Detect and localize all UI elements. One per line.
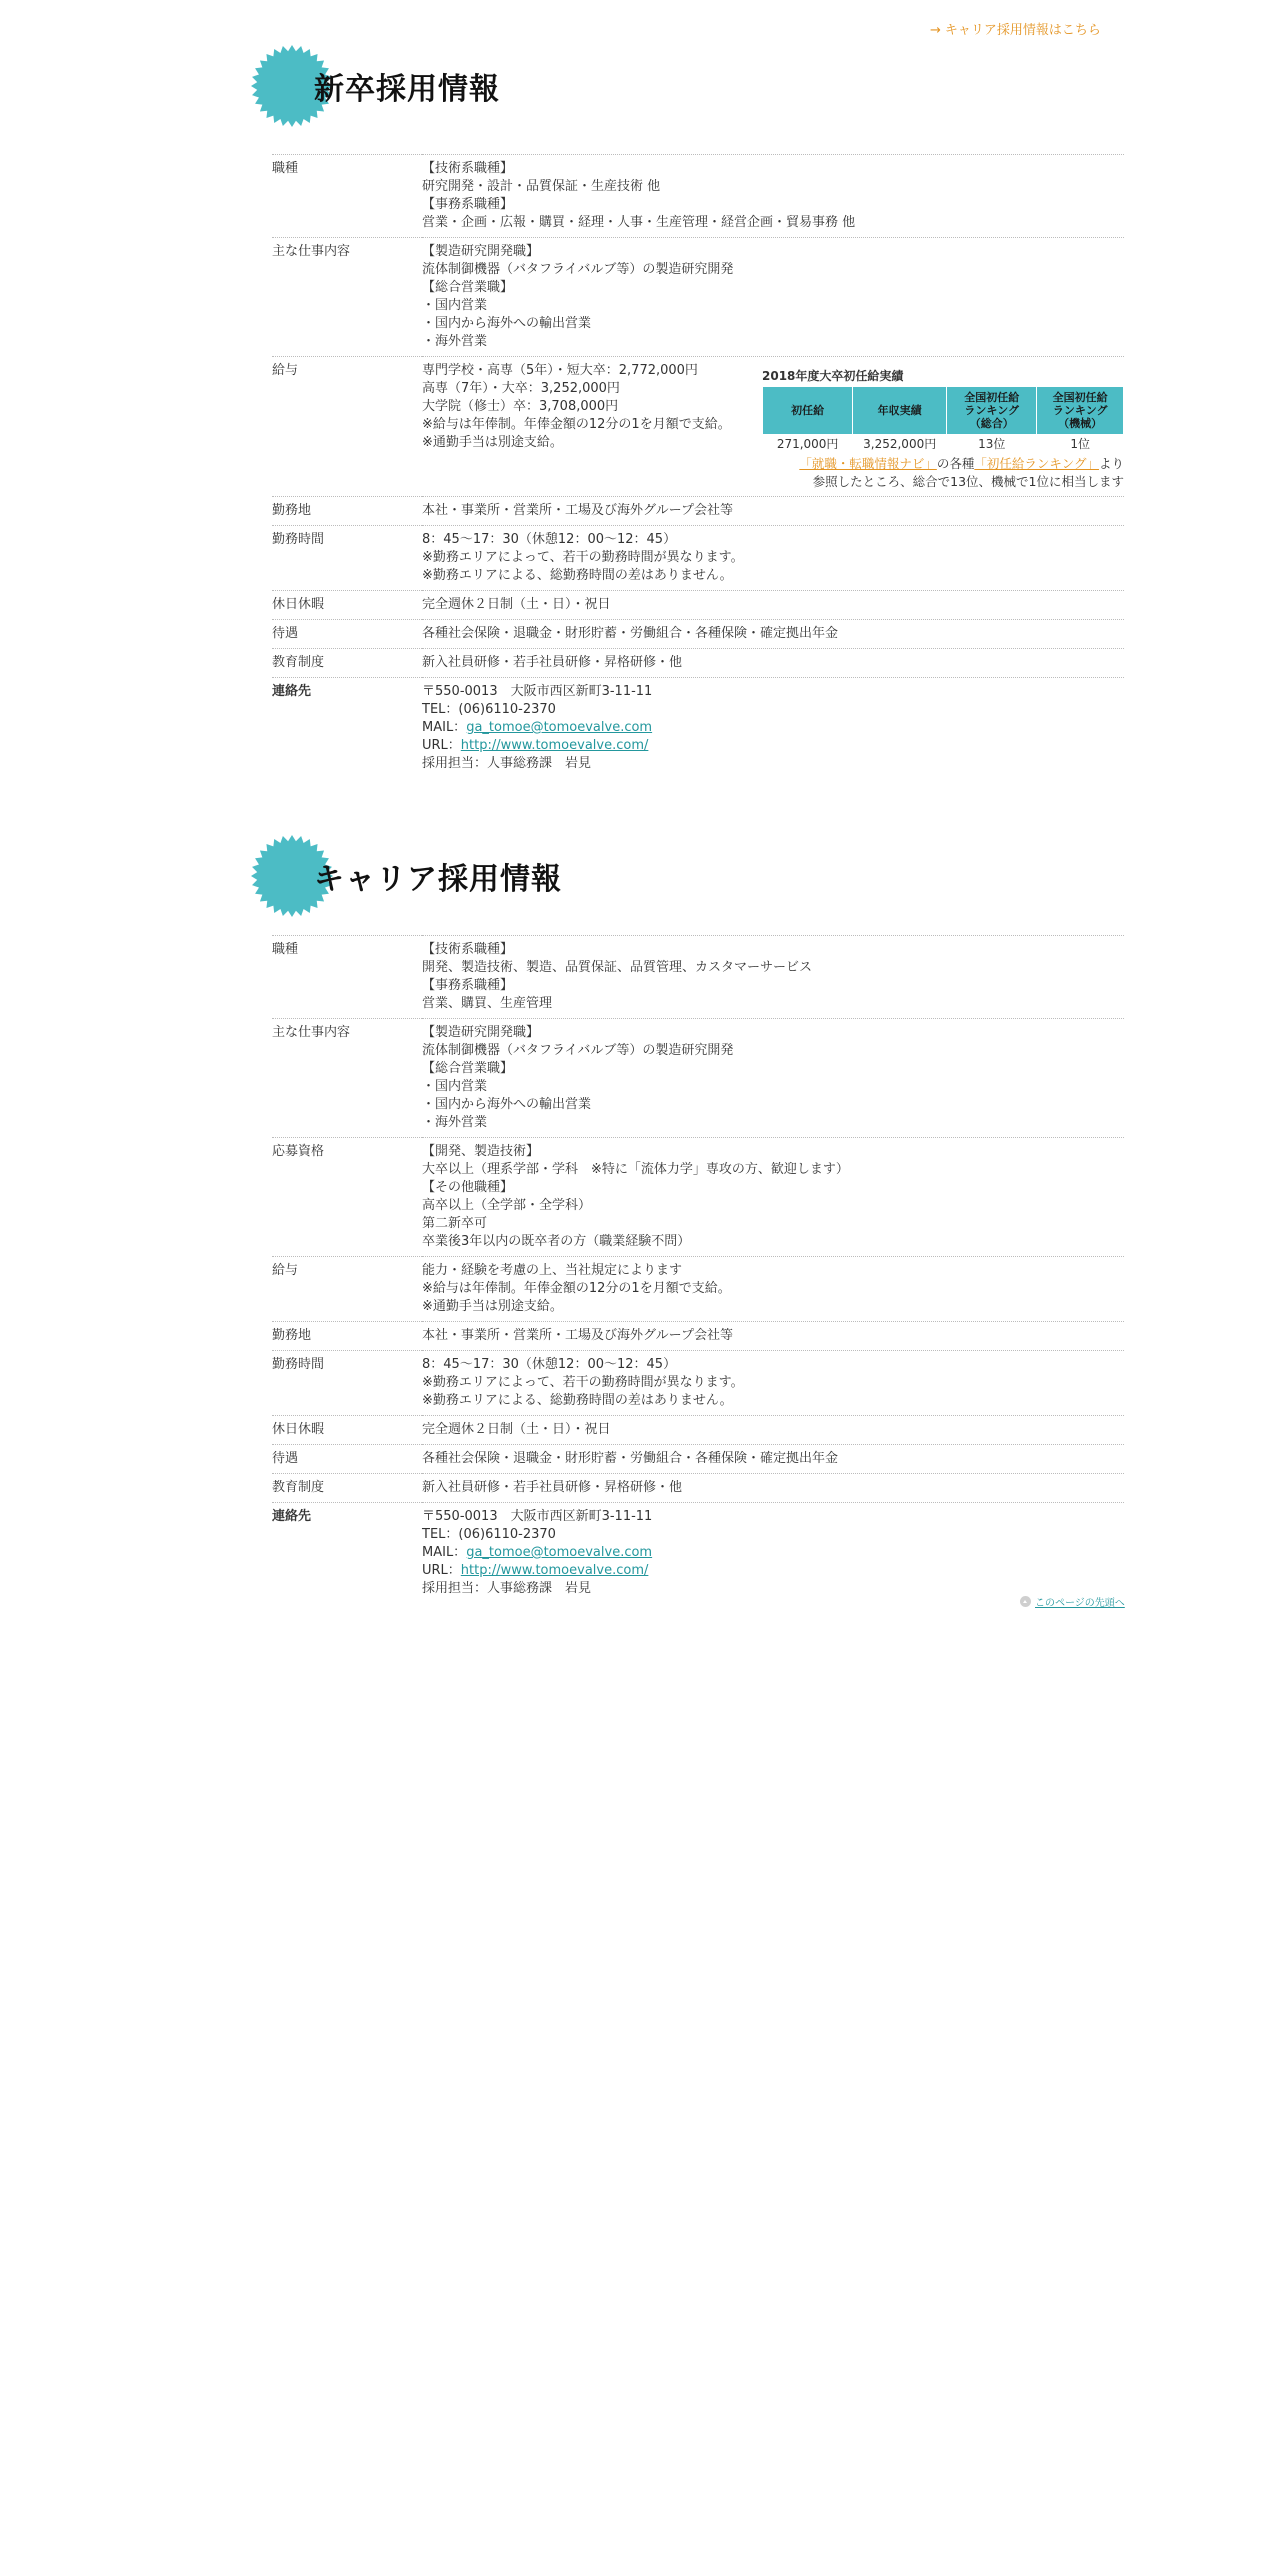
text-line: 【製造研究開発職】	[422, 244, 540, 259]
text-line: 【開発、製造技術】	[422, 1144, 540, 1159]
row-label: 職種	[272, 155, 422, 238]
salary-stats-table	[762, 386, 1124, 453]
row-label: 勤務地	[272, 1322, 422, 1351]
contact-mail	[422, 1544, 1124, 1562]
row-value: 本社・事業所・営業所・工場及び海外グループ会社等	[422, 1322, 1124, 1351]
row-value	[422, 1503, 1124, 1604]
row-label: 勤務時間	[272, 526, 422, 591]
row-value	[422, 1019, 1124, 1138]
stats-value: 3,252,000円	[853, 435, 947, 454]
url-label: URL：	[422, 738, 461, 753]
text-line: ※通勤手当は別途支給。	[422, 435, 563, 450]
text-line: 8：45～17：30（休憩12：00～12：45）	[422, 532, 677, 547]
text-line: ・海外営業	[422, 334, 488, 349]
text-line: ※給与は年俸制。年俸金額の12分の1を月額で支給。	[422, 1281, 731, 1296]
row-value	[422, 1138, 1124, 1257]
contact-address: 〒550-0013 大阪市西区新町3-11-11	[422, 684, 653, 699]
row-label: 待遇	[272, 1445, 422, 1474]
text-line: ・海外営業	[422, 1115, 488, 1130]
text-line: 【事務系職種】	[422, 197, 514, 212]
table-row	[272, 526, 1124, 591]
table-row	[272, 1019, 1124, 1138]
career-table	[272, 935, 1124, 1603]
contact-url	[422, 737, 1124, 755]
row-label: 給与	[272, 1257, 422, 1322]
url-label: URL：	[422, 1563, 461, 1578]
contact-person: 採用担当：人事総務課 岩見	[422, 1581, 592, 1596]
text-line: 【その他職種】	[422, 1180, 514, 1195]
text-line: ※勤務エリアによる、総勤務時間の差はありません。	[422, 568, 733, 583]
row-value	[422, 357, 1124, 497]
career-title: キャリア採用情報	[314, 862, 562, 897]
mail-link[interactable]: ga_tomoe@tomoevalve.com	[466, 720, 653, 735]
new-grad-heading	[250, 44, 500, 128]
text-line: 高卒以上（全学部・全学科）	[422, 1198, 592, 1213]
text-line: 営業・企画・広報・購買・経理・人事・生産管理・経営企画・貿易事務 他	[422, 215, 856, 230]
row-value: 完全週休２日制（土・日）・祝日	[422, 1416, 1124, 1445]
ranking-link[interactable]: 「初任給ランキング」	[974, 456, 1099, 471]
row-value	[422, 155, 1124, 238]
row-label: 連絡先	[272, 1503, 422, 1604]
text-line: 流体制御機器（バタフライバルブ等）の製造研究開発	[422, 1043, 734, 1058]
row-label: 休日休暇	[272, 591, 422, 620]
url-link[interactable]: http://www.tomoevalve.com/	[460, 1563, 649, 1578]
table-row	[272, 1351, 1124, 1416]
contact-person: 採用担当：人事総務課 岩見	[422, 756, 592, 771]
text-line: ・国内から海外への輸出営業	[422, 316, 592, 331]
row-label: 主な仕事内容	[272, 238, 422, 357]
back-to-top	[1020, 1594, 1125, 1609]
text-line: ・国内から海外への輸出営業	[422, 1097, 592, 1112]
row-value: 各種社会保険・退職金・財形貯蓄・労働組合・各種保険・確定拠出年金	[422, 1445, 1124, 1474]
text-line: 【製造研究開発職】	[422, 1025, 540, 1040]
text-line: 8：45～17：30（休憩12：00～12：45）	[422, 1357, 677, 1372]
text-line: 能力・経験を考慮の上、当社規定によります	[422, 1263, 683, 1278]
row-value	[422, 936, 1124, 1019]
text-line: 【総合営業職】	[422, 280, 514, 295]
table-row	[272, 155, 1124, 238]
row-value	[422, 1257, 1124, 1322]
text-line: 流体制御機器（バタフライバルブ等）の製造研究開発	[422, 262, 734, 277]
career-info-link-label: キャリア採用情報はこちら	[944, 23, 1101, 38]
arrow-right-icon: →	[930, 23, 941, 38]
table-row	[272, 591, 1124, 620]
text-line: 【技術系職種】	[422, 161, 514, 176]
table-row	[272, 620, 1124, 649]
text-line: 【総合営業職】	[422, 1061, 514, 1076]
table-row	[272, 238, 1124, 357]
row-label: 勤務時間	[272, 1351, 422, 1416]
text-line: 研究開発・設計・品質保証・生産技術 他	[422, 179, 661, 194]
text-line: ※勤務エリアによる、総勤務時間の差はありません。	[422, 1393, 733, 1408]
table-row	[272, 1322, 1124, 1351]
mail-link[interactable]: ga_tomoe@tomoevalve.com	[466, 1545, 653, 1560]
text-line: ※勤務エリアによって、若干の勤務時間が異なります。	[422, 550, 744, 565]
row-value: 新入社員研修・若手社員研修・昇格研修・他	[422, 1474, 1124, 1503]
back-to-top-link[interactable]: このページの先頭へ	[1035, 1598, 1125, 1609]
stats-header: 年収実績	[853, 387, 947, 435]
row-value: 新入社員研修・若手社員研修・昇格研修・他	[422, 649, 1124, 678]
contact-address: 〒550-0013 大阪市西区新町3-11-11	[422, 1509, 653, 1524]
row-label: 教育制度	[272, 1474, 422, 1503]
stats-caption: 2018年度大卒初任給実績	[762, 369, 904, 383]
text-line: 【技術系職種】	[422, 942, 514, 957]
text-line: 大学院（修士）卒：3,708,000円	[422, 399, 619, 414]
career-info-link[interactable]	[930, 22, 1101, 40]
text-line: 卒業後3年以内の既卒者の方（職業経験不問）	[422, 1234, 691, 1249]
table-row	[272, 497, 1124, 526]
table-row	[272, 1445, 1124, 1474]
row-label: 主な仕事内容	[272, 1019, 422, 1138]
row-value: 各種社会保険・退職金・財形貯蓄・労働組合・各種保険・確定拠出年金	[422, 620, 1124, 649]
stats-header: 初任給	[763, 387, 853, 435]
contact-url	[422, 1562, 1124, 1580]
row-label: 応募資格	[272, 1138, 422, 1257]
text-line: ・国内営業	[422, 298, 488, 313]
row-label: 給与	[272, 357, 422, 497]
row-value: 本社・事業所・営業所・工場及び海外グループ会社等	[422, 497, 1124, 526]
note-text: の各種	[936, 456, 975, 471]
row-label: 連絡先	[272, 678, 422, 779]
table-row	[272, 678, 1124, 779]
mail-label: MAIL：	[422, 1545, 467, 1560]
contact-tel: TEL：(06)6110-2370	[422, 702, 556, 717]
row-label: 職種	[272, 936, 422, 1019]
text-line: 専門学校・高専（5年）・短大卒：2,772,000円	[422, 363, 698, 378]
contact-tel: TEL：(06)6110-2370	[422, 1527, 556, 1542]
row-label: 教育制度	[272, 649, 422, 678]
table-row	[272, 1503, 1124, 1604]
up-arrow-circle-icon	[1020, 1596, 1031, 1607]
text-line: ※給与は年俸制。年俸金額の12分の1を月額で支給。	[422, 417, 731, 432]
row-label: 休日休暇	[272, 1416, 422, 1445]
job-navi-link[interactable]: 「就職・転職情報ナビ」	[799, 456, 937, 471]
table-row	[272, 649, 1124, 678]
row-value	[422, 1351, 1124, 1416]
mail-label: MAIL：	[422, 720, 467, 735]
text-line: ※通勤手当は別途支給。	[422, 1299, 563, 1314]
text-line: 【事務系職種】	[422, 978, 514, 993]
text-line: ・国内営業	[422, 1079, 488, 1094]
text-line: 大卒以上（理系学部・学科 ※特に「流体力学」専攻の方、歓迎します）	[422, 1162, 849, 1177]
table-row	[272, 1474, 1124, 1503]
table-row	[272, 357, 1124, 497]
text-line: 第二新卒可	[422, 1216, 488, 1231]
row-label: 待遇	[272, 620, 422, 649]
text-line: 開発、製造技術、製造、品質保証、品質管理、カスタマーサービス	[422, 960, 813, 975]
salary-note	[762, 455, 1124, 491]
row-value	[422, 678, 1124, 779]
new-grad-title: 新卒採用情報	[314, 72, 500, 107]
table-row	[272, 1416, 1124, 1445]
new-grad-table	[272, 154, 1124, 778]
career-heading	[250, 834, 562, 918]
note-text: より	[1098, 456, 1124, 471]
table-row	[272, 1257, 1124, 1322]
row-value: 完全週休２日制（土・日）・祝日	[422, 591, 1124, 620]
url-link[interactable]: http://www.tomoevalve.com/	[460, 738, 649, 753]
stats-value: 271,000円	[763, 435, 853, 454]
row-label: 勤務地	[272, 497, 422, 526]
contact-mail	[422, 719, 1124, 737]
text-line: 高専（7年）・大卒：3,252,000円	[422, 381, 620, 396]
row-value	[422, 526, 1124, 591]
stats-value: 13位	[947, 435, 1037, 454]
note-text: 参照したところ、総合で13位、機械で1位に相当します	[812, 474, 1124, 489]
table-row	[272, 936, 1124, 1019]
row-value	[422, 238, 1124, 357]
text-line: ※勤務エリアによって、若干の勤務時間が異なります。	[422, 1375, 744, 1390]
stats-header: 全国初任給 ランキング （機械）	[1037, 387, 1124, 435]
text-line: 営業、購買、生産管理	[422, 996, 553, 1011]
stats-header: 全国初任給 ランキング （総合）	[947, 387, 1037, 435]
stats-value: 1位	[1037, 435, 1124, 454]
salary-stats-box	[762, 362, 1124, 491]
table-row	[272, 1138, 1124, 1257]
